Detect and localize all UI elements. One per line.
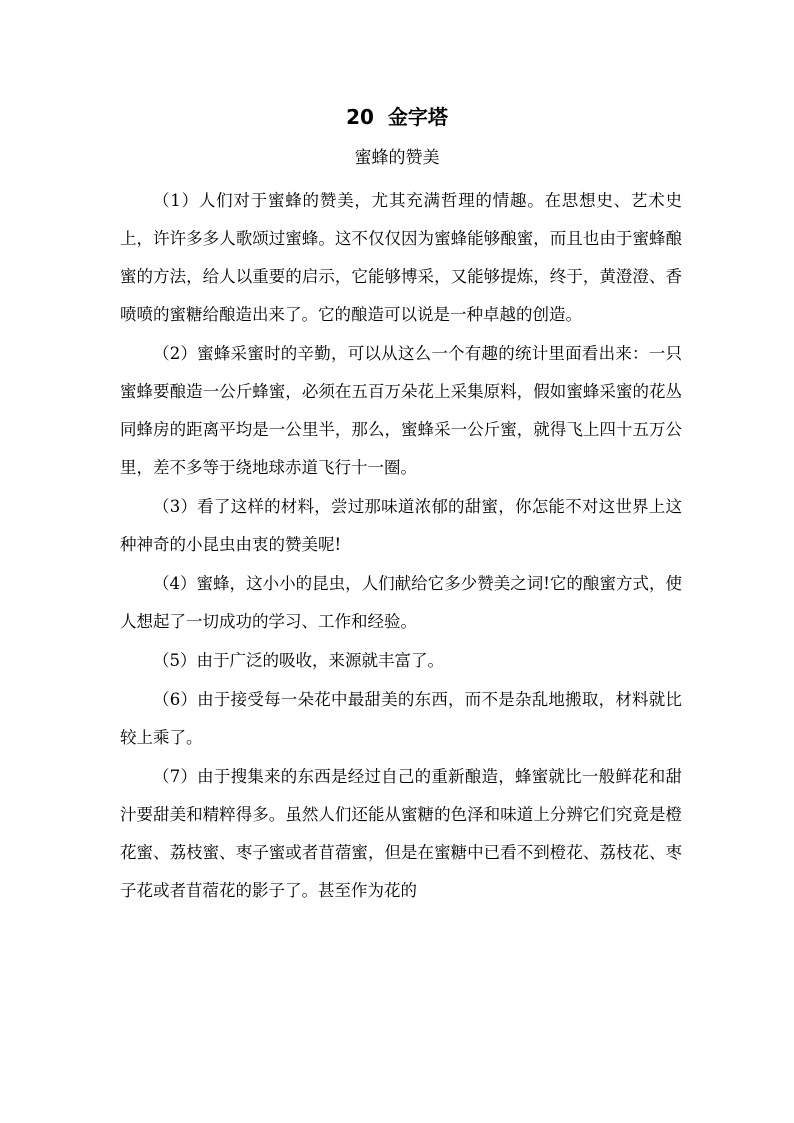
paragraph-7: （7）由于搜集来的东西是经过自己的重新酿造，蜂蜜就比一般鲜花和甜汁要甜美和精粹得多。虽然人们还能从蜜糖的色泽和味道上分辨它们究竟是橙花蜜、荔枝蜜、枣子蜜或者苜蓿蜜，但是在蜜糖中已看不到橙花、荔枝花、枣子花或者苜蓿花的影子了。甚至作为花的 [120,767,682,900]
lesson-title [0,103,794,131]
paragraph-2: （2）蜜蜂采蜜时的辛勤，可以从这么一个有趣的统计里面看出来：一只蜜蜂要酿造一公斤蜂蜜，必须在五百万朵花上采集原料，假如蜜蜂采蜜的花丛同蜂房的距离平均是一公里半，那么，蜜蜂采一公斤蜜，就得飞上四十五万公里，差不多等于绕地球赤道飞行十一圈。 [120,344,682,477]
paragraph-3: （3）看了这样的材料，尝过那味道浓郁的甜蜜，你怎能不对这世界上这种神奇的小昆虫由衷的赞美呢! [120,497,682,554]
paragraph-5: （5）由于广泛的吸收，来源就丰富了。 [153,651,444,670]
paragraph-6: （6）由于接受每一朵花中最甜美的东西，而不是杂乱地搬取，材料就比较上乘了。 [120,690,682,747]
lesson-number: 20 [346,105,374,129]
article-body [120,182,682,910]
paragraph-1: （1）人们对于蜜蜂的赞美，尤其充满哲理的情趣。在思想史、艺术史上，许许多多人歌颂过蜜蜂。这不仅仅因为蜜蜂能够酿蜜，而且也由于蜜蜂酿蜜的方法，给人以重要的启示，它能够博采，又能够提炼，终于，黄澄澄、香喷喷的蜜糖给酿造出来了。它的酿造可以说是一种卓越的创造。 [120,191,682,324]
article-title: 蜜蜂的赞美 [354,148,440,168]
lesson-title-text: 金字塔 [387,105,448,129]
paragraph-4: （4）蜜蜂，这小小的昆虫，人们献给它多少赞美之词!它的酿蜜方式，使人想起了一切成功的学习、工作和经验。 [120,574,682,631]
